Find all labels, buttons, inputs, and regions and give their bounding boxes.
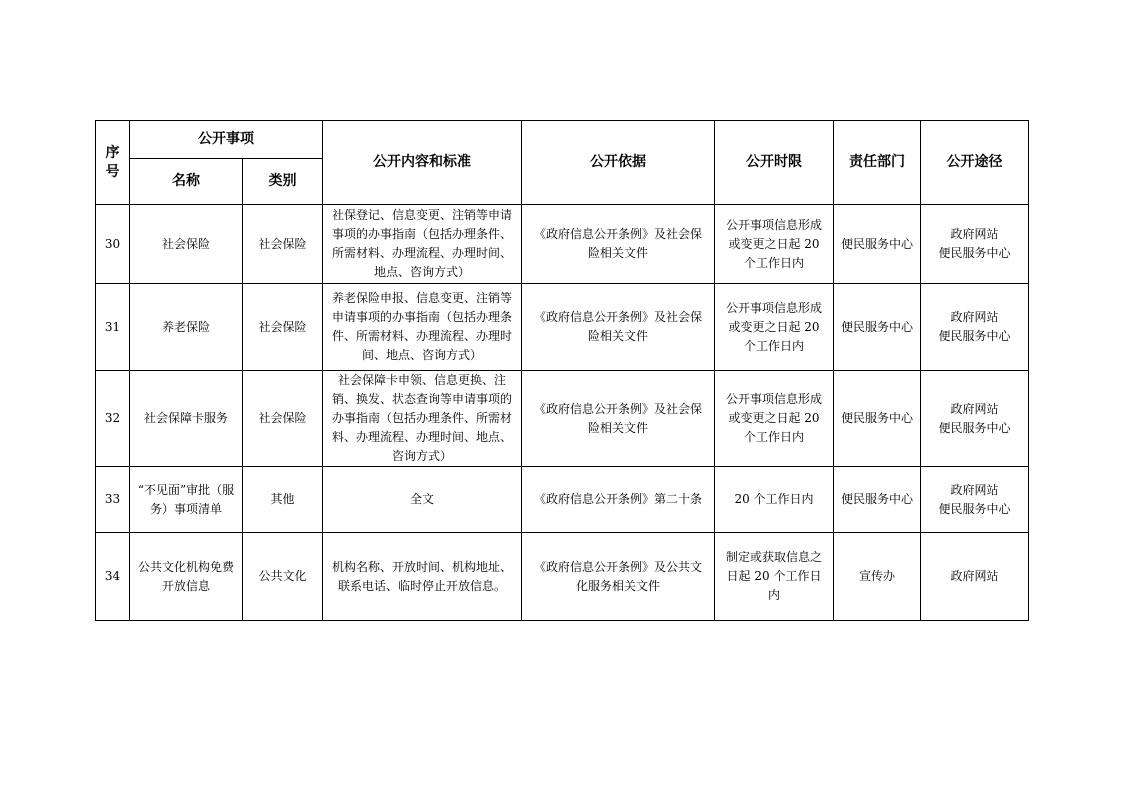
- cell-department: 便民服务中心: [834, 205, 921, 284]
- table-row: [96, 533, 1029, 621]
- cell-index: 33: [96, 467, 130, 533]
- cell-time-limit: 公开事项信息形成或变更之日起 20 个工作日内: [715, 205, 834, 284]
- cell-department: 便民服务中心: [834, 284, 921, 371]
- cell-name: 养老保险: [130, 284, 243, 371]
- cell-name: 社会保险: [130, 205, 243, 284]
- cell-category: 社会保险: [243, 205, 323, 284]
- header-basis: 公开依据: [522, 121, 715, 205]
- disclosure-table: [95, 120, 1029, 621]
- header-item-group: 公开事项: [130, 121, 323, 159]
- cell-basis: 《政府信息公开条例》第二十条: [522, 467, 715, 533]
- cell-basis: 《政府信息公开条例》及公共文化服务相关文件: [522, 533, 715, 621]
- cell-channel: 政府网站: [921, 533, 1029, 621]
- cell-basis: 《政府信息公开条例》及社会保险相关文件: [522, 205, 715, 284]
- table-row: [96, 205, 1029, 284]
- cell-content: 社会保障卡申领、信息更换、注销、换发、状态查询等申请事项的办事指南（包括办理条件、所需材料、办理流程、办理时间、地点、咨询方式）: [323, 371, 522, 467]
- cell-name: 社会保障卡服务: [130, 371, 243, 467]
- cell-channel: 政府网站 便民服务中心: [921, 284, 1029, 371]
- cell-name: “不见面”审批（服务）事项清单: [130, 467, 243, 533]
- header-index: 序号: [96, 121, 130, 205]
- table-row: [96, 467, 1029, 533]
- cell-name: 公共文化机构免费开放信息: [130, 533, 243, 621]
- header-name: 名称: [130, 159, 243, 205]
- table-row: [96, 371, 1029, 467]
- cell-category: 其他: [243, 467, 323, 533]
- cell-basis: 《政府信息公开条例》及社会保险相关文件: [522, 371, 715, 467]
- cell-department: 便民服务中心: [834, 371, 921, 467]
- cell-category: 社会保险: [243, 371, 323, 467]
- table-header: [96, 121, 1029, 205]
- cell-content: 社保登记、信息变更、注销等申请事项的办事指南（包括办理条件、所需材料、办理流程、办理时间、地点、咨询方式）: [323, 205, 522, 284]
- header-content: 公开内容和标准: [323, 121, 522, 205]
- header-category: 类别: [243, 159, 323, 205]
- table-row: [96, 284, 1029, 371]
- cell-time-limit: 公开事项信息形成或变更之日起 20 个工作日内: [715, 371, 834, 467]
- cell-index: 32: [96, 371, 130, 467]
- cell-channel: 政府网站 便民服务中心: [921, 467, 1029, 533]
- cell-category: 社会保险: [243, 284, 323, 371]
- cell-time-limit: 制定或获取信息之日起 20 个工作日内: [715, 533, 834, 621]
- cell-content: 机构名称、开放时间、机构地址、联系电话、临时停止开放信息。: [323, 533, 522, 621]
- cell-department: 宣传办: [834, 533, 921, 621]
- cell-content: 养老保险申报、信息变更、注销等申请事项的办事指南（包括办理条件、所需材料、办理流程、办理时间、地点、咨询方式）: [323, 284, 522, 371]
- header-department: 责任部门: [834, 121, 921, 205]
- cell-channel: 政府网站 便民服务中心: [921, 371, 1029, 467]
- cell-channel: 政府网站 便民服务中心: [921, 205, 1029, 284]
- cell-index: 34: [96, 533, 130, 621]
- header-channel: 公开途径: [921, 121, 1029, 205]
- header-time-limit: 公开时限: [715, 121, 834, 205]
- cell-category: 公共文化: [243, 533, 323, 621]
- cell-index: 31: [96, 284, 130, 371]
- cell-content: 全文: [323, 467, 522, 533]
- table-body: [96, 205, 1029, 621]
- cell-index: 30: [96, 205, 130, 284]
- cell-time-limit: 20 个工作日内: [715, 467, 834, 533]
- cell-basis: 《政府信息公开条例》及社会保险相关文件: [522, 284, 715, 371]
- cell-department: 便民服务中心: [834, 467, 921, 533]
- cell-time-limit: 公开事项信息形成或变更之日起 20 个工作日内: [715, 284, 834, 371]
